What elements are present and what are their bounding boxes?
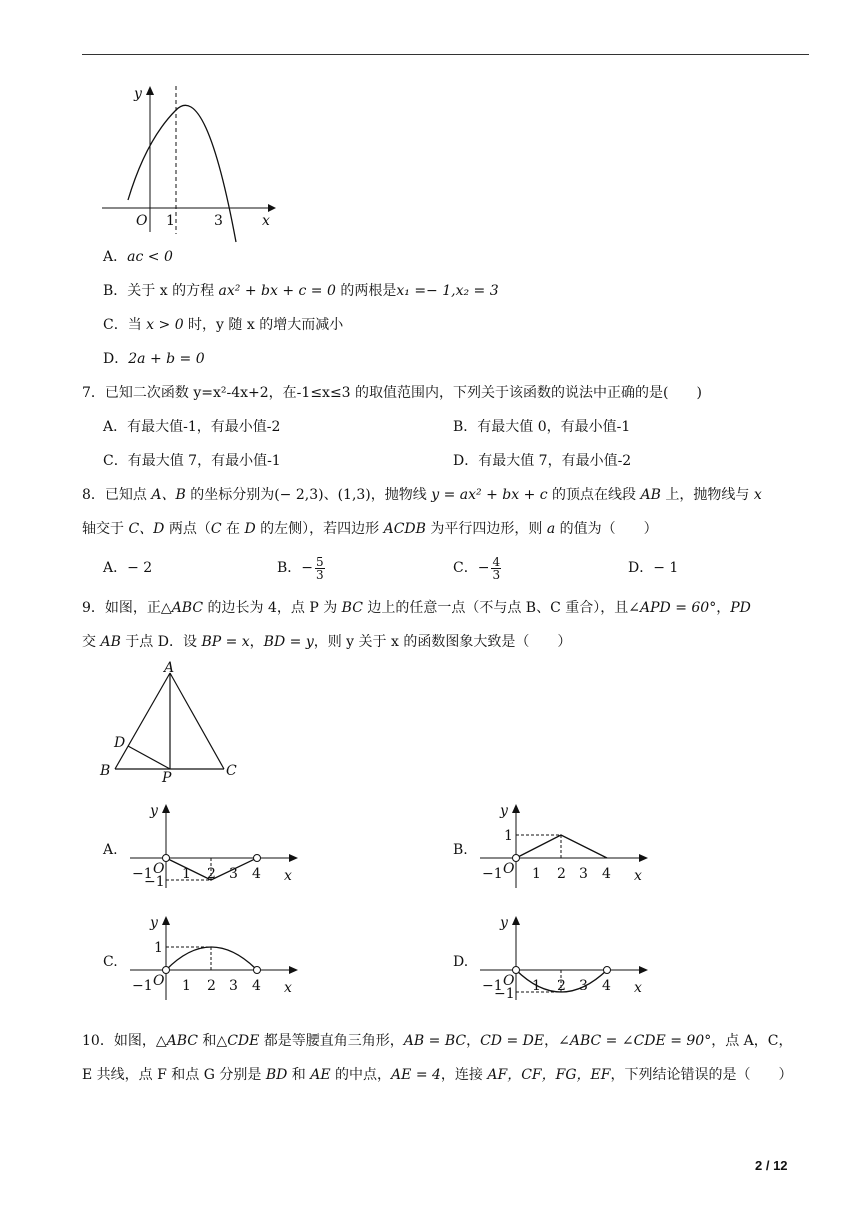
x-axis-arrow xyxy=(289,854,298,862)
q6-option-d[interactable] xyxy=(103,349,205,369)
option-letter: A． xyxy=(103,560,128,576)
text: 9．如图，正△ xyxy=(82,600,172,616)
tick-2: 2 xyxy=(207,866,216,882)
vertex-b-label: B xyxy=(100,763,111,779)
math: APD = 60° xyxy=(640,600,717,616)
text: 的坐标分别为(− 2,3)、(1,3)，抛物线 xyxy=(185,487,432,503)
math: C xyxy=(210,521,222,537)
math: y = ax² + bx + c xyxy=(431,487,548,503)
text: 的左侧），若四边形 xyxy=(255,521,384,537)
x-label: x xyxy=(634,868,642,884)
q8-option-b[interactable] xyxy=(277,552,325,584)
math: BP = x xyxy=(201,634,250,650)
option-roots: x₁ =− 1,x₂ = 3 xyxy=(396,283,499,299)
tick-2: 2 xyxy=(207,978,216,994)
tick-neg1: −1 xyxy=(482,866,503,882)
point-d-label: D xyxy=(114,735,126,751)
tick-neg1: −1 xyxy=(482,978,503,994)
text: ，点 A，C， xyxy=(711,1033,793,1049)
q9-stem-line-1 xyxy=(82,598,751,618)
open-point-4 xyxy=(254,855,261,862)
q9-graph-a xyxy=(126,800,306,892)
text: 的中点， xyxy=(330,1067,392,1083)
x-label: x xyxy=(284,980,292,996)
math: ABC xyxy=(171,600,204,616)
tick-3: 3 xyxy=(229,866,238,882)
math: CDE xyxy=(227,1033,260,1049)
tick-4: 4 xyxy=(602,978,611,994)
math: AB = BC xyxy=(403,1033,467,1049)
q6-parabola-graph xyxy=(100,82,290,242)
origin-label: O xyxy=(153,973,165,989)
y-label: y xyxy=(150,803,158,819)
x-label: x xyxy=(634,980,642,996)
text: ， xyxy=(716,600,731,616)
q7-stem: 7．已知二次函数 y=x²-4x+2，在-1≤x≤3 的取值范围内，下列关于该函数的说法中正确的是( ) xyxy=(82,385,702,401)
y-label: y xyxy=(500,803,508,819)
q10-stem-line-2 xyxy=(82,1065,792,1085)
text: 都是等腰直角三角形， xyxy=(259,1033,404,1049)
q9-graph-b xyxy=(476,800,656,892)
math: PD xyxy=(730,600,751,616)
y-axis-arrow xyxy=(162,804,170,813)
math: AB xyxy=(640,487,661,503)
option-text: ac < 0 xyxy=(127,249,173,265)
math: CDE = 90° xyxy=(633,1033,712,1049)
text: = ∠ xyxy=(601,1033,634,1049)
tick-3: 3 xyxy=(579,978,588,994)
option-sign: − xyxy=(301,560,314,576)
q7-option-d[interactable]: D．有最大值 7，有最小值-2 xyxy=(453,453,632,469)
tick-neg1: −1 xyxy=(132,978,153,994)
tick-4: 4 xyxy=(252,978,261,994)
text: 8．已知点 xyxy=(82,487,152,503)
segment-pd xyxy=(128,746,170,769)
x-label: x xyxy=(284,868,292,884)
tick-1: 1 xyxy=(182,866,191,882)
text: 为平行四边形，则 xyxy=(425,521,547,537)
q8-option-c[interactable] xyxy=(453,552,501,584)
point-p-label: P xyxy=(162,770,172,786)
text: 的值为（ ） xyxy=(555,521,658,537)
math: BD xyxy=(265,1067,288,1083)
q8-stem-line-1 xyxy=(82,485,762,505)
header-rule xyxy=(82,54,809,55)
text: ，下列结论错误的是（ ） xyxy=(610,1067,793,1083)
text: 10．如图，△ xyxy=(82,1033,167,1049)
q9-graph-c xyxy=(126,912,306,1004)
text: 轴交于 xyxy=(82,521,129,537)
option-fraction xyxy=(491,556,501,581)
tick-y-minus1: −1 xyxy=(144,874,165,890)
math: a xyxy=(546,521,556,537)
option-text: 关于 x 的方程 xyxy=(127,283,219,299)
page-number: 2 / 12 xyxy=(755,1158,788,1173)
option-letter: B． xyxy=(277,560,302,576)
tick-y-1: 1 xyxy=(504,828,513,844)
y-axis-arrow xyxy=(162,916,170,925)
text: 的顶点在线段 xyxy=(547,487,641,503)
option-equation: ax² + bx + c = 0 xyxy=(218,283,336,299)
math: AE xyxy=(310,1067,331,1083)
option-text: 的两根是 xyxy=(335,283,397,299)
q6-tick-1: 1 xyxy=(166,213,175,229)
option-letter: B． xyxy=(103,283,128,299)
option-sign: − xyxy=(477,560,490,576)
text: ， xyxy=(249,634,264,650)
origin-label: O xyxy=(153,861,165,877)
y-label: y xyxy=(150,915,158,931)
option-letter: A． xyxy=(103,249,128,265)
denominator: 3 xyxy=(492,567,501,582)
q9-triangle-figure xyxy=(98,660,248,786)
math: ACDB xyxy=(383,521,426,537)
tick-neg1: −1 xyxy=(132,866,153,882)
q6-origin-label: O xyxy=(136,213,148,229)
tick-2: 2 xyxy=(557,866,566,882)
option-text: 当 xyxy=(127,317,147,333)
side-ac xyxy=(170,673,224,769)
text: 于点 D．设 xyxy=(120,634,202,650)
vertex-a-label: A xyxy=(164,660,175,676)
option-fraction xyxy=(315,556,325,581)
text: 两点（ xyxy=(164,521,211,537)
text: 交 xyxy=(82,634,101,650)
x-axis-arrow xyxy=(639,966,648,974)
tick-3: 3 xyxy=(229,978,238,994)
q6-y-arrow xyxy=(146,86,154,95)
q9-option-b-label[interactable]: B. xyxy=(453,842,468,858)
text: 的边长为 4，点 P 为 xyxy=(203,600,342,616)
tick-2: 2 xyxy=(557,978,566,994)
q10-stem-line-1 xyxy=(82,1031,792,1051)
q9-graph-d xyxy=(476,912,656,1004)
tick-3: 3 xyxy=(579,866,588,882)
q6-y-label: y xyxy=(134,86,142,102)
q6-x-arrow xyxy=(268,204,276,212)
numerator: 5 xyxy=(316,554,324,569)
tick-4: 4 xyxy=(252,866,261,882)
text: 上，抛物线与 xyxy=(660,487,754,503)
q6-option-a[interactable] xyxy=(103,247,173,267)
text: 和△ xyxy=(197,1033,228,1049)
y-axis-arrow xyxy=(512,916,520,925)
q7-option-c[interactable]: C．有最大值 7，有最小值-1 xyxy=(103,453,281,469)
tick-1: 1 xyxy=(182,978,191,994)
q6-option-b[interactable] xyxy=(103,281,499,301)
option-letter: D． xyxy=(103,351,129,367)
option-letter: D． xyxy=(628,560,654,576)
tick-4: 4 xyxy=(602,866,611,882)
q6-tick-3: 3 xyxy=(214,213,223,229)
numerator: 4 xyxy=(492,554,501,569)
math: CD = DE xyxy=(480,1033,545,1049)
text: ，连接 xyxy=(440,1067,488,1083)
math: C、D xyxy=(128,521,165,537)
math: AB xyxy=(100,634,121,650)
text: 边上的任意一点（不与点 B、C 重合），且∠ xyxy=(362,600,640,616)
origin-label: O xyxy=(503,973,515,989)
q7-option-b[interactable]: B．有最大值 0，有最小值-1 xyxy=(453,419,631,435)
tick-y-1: 1 xyxy=(154,940,163,956)
q6-x-label: x xyxy=(262,213,270,229)
math: AF，CF，FG，EF xyxy=(487,1067,611,1083)
math: BD = y xyxy=(263,634,314,650)
q9-option-c-label[interactable]: C. xyxy=(103,954,118,970)
math: ABC xyxy=(569,1033,602,1049)
tick-y-minus1: −1 xyxy=(494,986,515,1002)
q9-stem-line-2 xyxy=(82,632,571,652)
origin-label: O xyxy=(503,861,515,877)
q9-option-d-label[interactable]: D. xyxy=(453,954,469,970)
option-value: − 1 xyxy=(653,560,679,576)
text: 和 xyxy=(287,1067,311,1083)
text: ，则 y 关于 x 的函数图象大致是（ ） xyxy=(313,634,572,650)
text: ， xyxy=(466,1033,481,1049)
q9-option-a-label[interactable]: A. xyxy=(103,842,118,858)
option-letter: C． xyxy=(103,317,128,333)
tick-1: 1 xyxy=(532,866,541,882)
y-label: y xyxy=(500,915,508,931)
text: E 共线，点 F 和点 G 分别是 xyxy=(82,1067,266,1083)
q8-option-a[interactable] xyxy=(103,558,152,578)
q8-option-d[interactable] xyxy=(628,558,678,578)
q8-stem-line-2 xyxy=(82,519,658,539)
option-text: 2a + b = 0 xyxy=(128,351,205,367)
math: D xyxy=(244,521,256,537)
option-letter: C． xyxy=(453,560,478,576)
math: x xyxy=(753,487,762,503)
x-axis-arrow xyxy=(289,966,298,974)
math: A、B xyxy=(151,487,186,503)
open-point-4 xyxy=(604,967,611,974)
open-point-4 xyxy=(254,967,261,974)
math: BC xyxy=(341,600,363,616)
q6-option-c[interactable] xyxy=(103,315,343,335)
x-axis-arrow xyxy=(639,854,648,862)
text: 在 xyxy=(221,521,245,537)
vertex-c-label: C xyxy=(226,763,237,779)
y-axis-arrow xyxy=(512,804,520,813)
tick-1: 1 xyxy=(532,978,541,994)
q7-option-a[interactable]: A．有最大值-1，有最小值-2 xyxy=(103,419,281,435)
denominator: 3 xyxy=(316,567,324,582)
math: ABC xyxy=(166,1033,198,1049)
text: ，∠ xyxy=(544,1033,570,1049)
option-text: 时，y 随 x 的增大而减小 xyxy=(183,317,344,333)
math: AE = 4 xyxy=(391,1067,441,1083)
option-condition: x > 0 xyxy=(146,317,184,333)
option-value: − 2 xyxy=(127,560,153,576)
